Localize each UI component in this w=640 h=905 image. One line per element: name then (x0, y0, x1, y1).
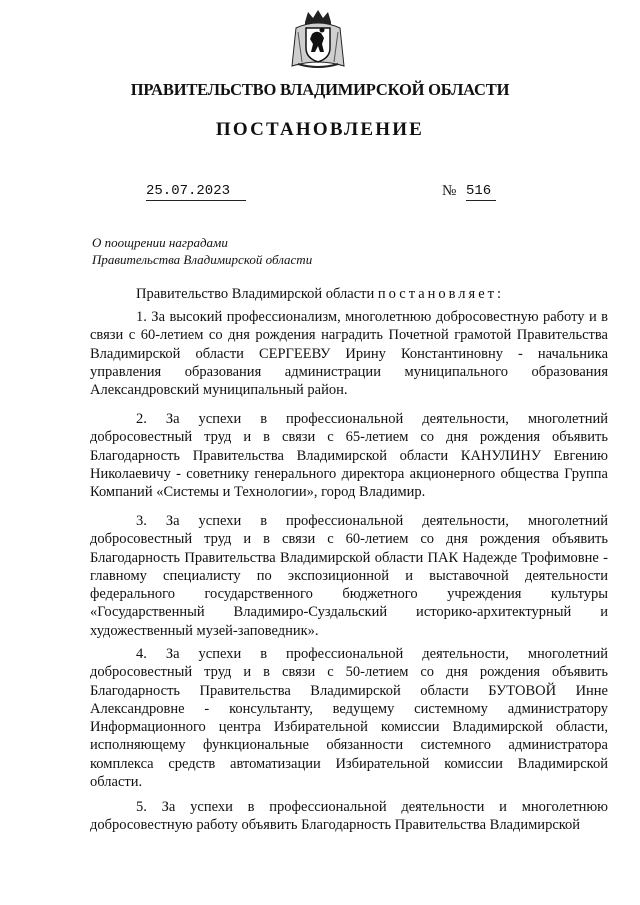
resolution-paragraph: 3. За успехи в профессиональной деятельности, многолетний добросовестный труд и в связи с 60-летием со дня рождения объявить Благодарность Правительства Владимирской области ПАК Надежде Трофимовне - главному специалисту по экспозиционной и выставочной деятельности федерального государственного бюджетного учреждения культуры «Государственный Владимиро-Суздальский историко-архитектурный и художественный музей-заповедник». (90, 513, 608, 639)
document-type-title: ПОСТАНОВЛЕНИЕ (215, 119, 425, 140)
subject-line: О поощрении наградами (92, 235, 228, 250)
subject-line: Правительства Владимирской области (92, 252, 313, 267)
resolution-paragraph: 2. За успехи в профессиональной деятельности, многолетний добросовестный труд и в связи с 65-летием со дня рождения объявить Благодарность Правительства Владимирской области КАНУЛИНУ Евгению Николаевичу - советнику генерального директора акционерного общества Группа Компаний «Системы и Технологии», город Владимир. (90, 411, 608, 501)
resolution-paragraph: 1. За высокий профессионализм, многолетнюю добросовестную работу и в связи с 60-летием со дня рождения наградить Почетной грамотой Правительства Владимирской области СЕРГЕЕВУ Ирину Константиновну - начальника управления образования администрации муниципального образования Александровский муниципальный район. (90, 309, 608, 399)
preamble-verb: постановляет: (377, 286, 505, 302)
resolution-paragraph: 4. За успехи в профессиональной деятельности, многолетний добросовестный труд и в связи с 50-летием со дня рождения объявить Благодарность Правительства Владимирской области БУТОВОЙ Инне Александровне - консультанту, ведущему системному администратору Информационного центра Избирательной комиссии Владимирской области, исполняющему функциональные обязанности системного администратора комплекса средств автоматизации Избирательной комиссии Владимирской области. (90, 646, 608, 791)
document-date: 25.07.2023 (146, 183, 246, 201)
document-number-label: № (442, 183, 457, 199)
document-number: 516 (466, 183, 496, 201)
preamble-subject: Правительство Владимирской области (135, 286, 375, 302)
vladimir-region-coat-of-arms-icon (288, 8, 348, 70)
document-subject (92, 234, 312, 268)
preamble (0, 286, 640, 303)
organization-title: ПРАВИТЕЛЬСТВО ВЛАДИМИРСКОЙ ОБЛАСТИ (130, 80, 510, 99)
resolution-paragraph: 5. За успехи в профессиональной деятельности и многолетнюю добросовестную работу объявить Благодарность Правительства Владимирской (90, 799, 608, 834)
